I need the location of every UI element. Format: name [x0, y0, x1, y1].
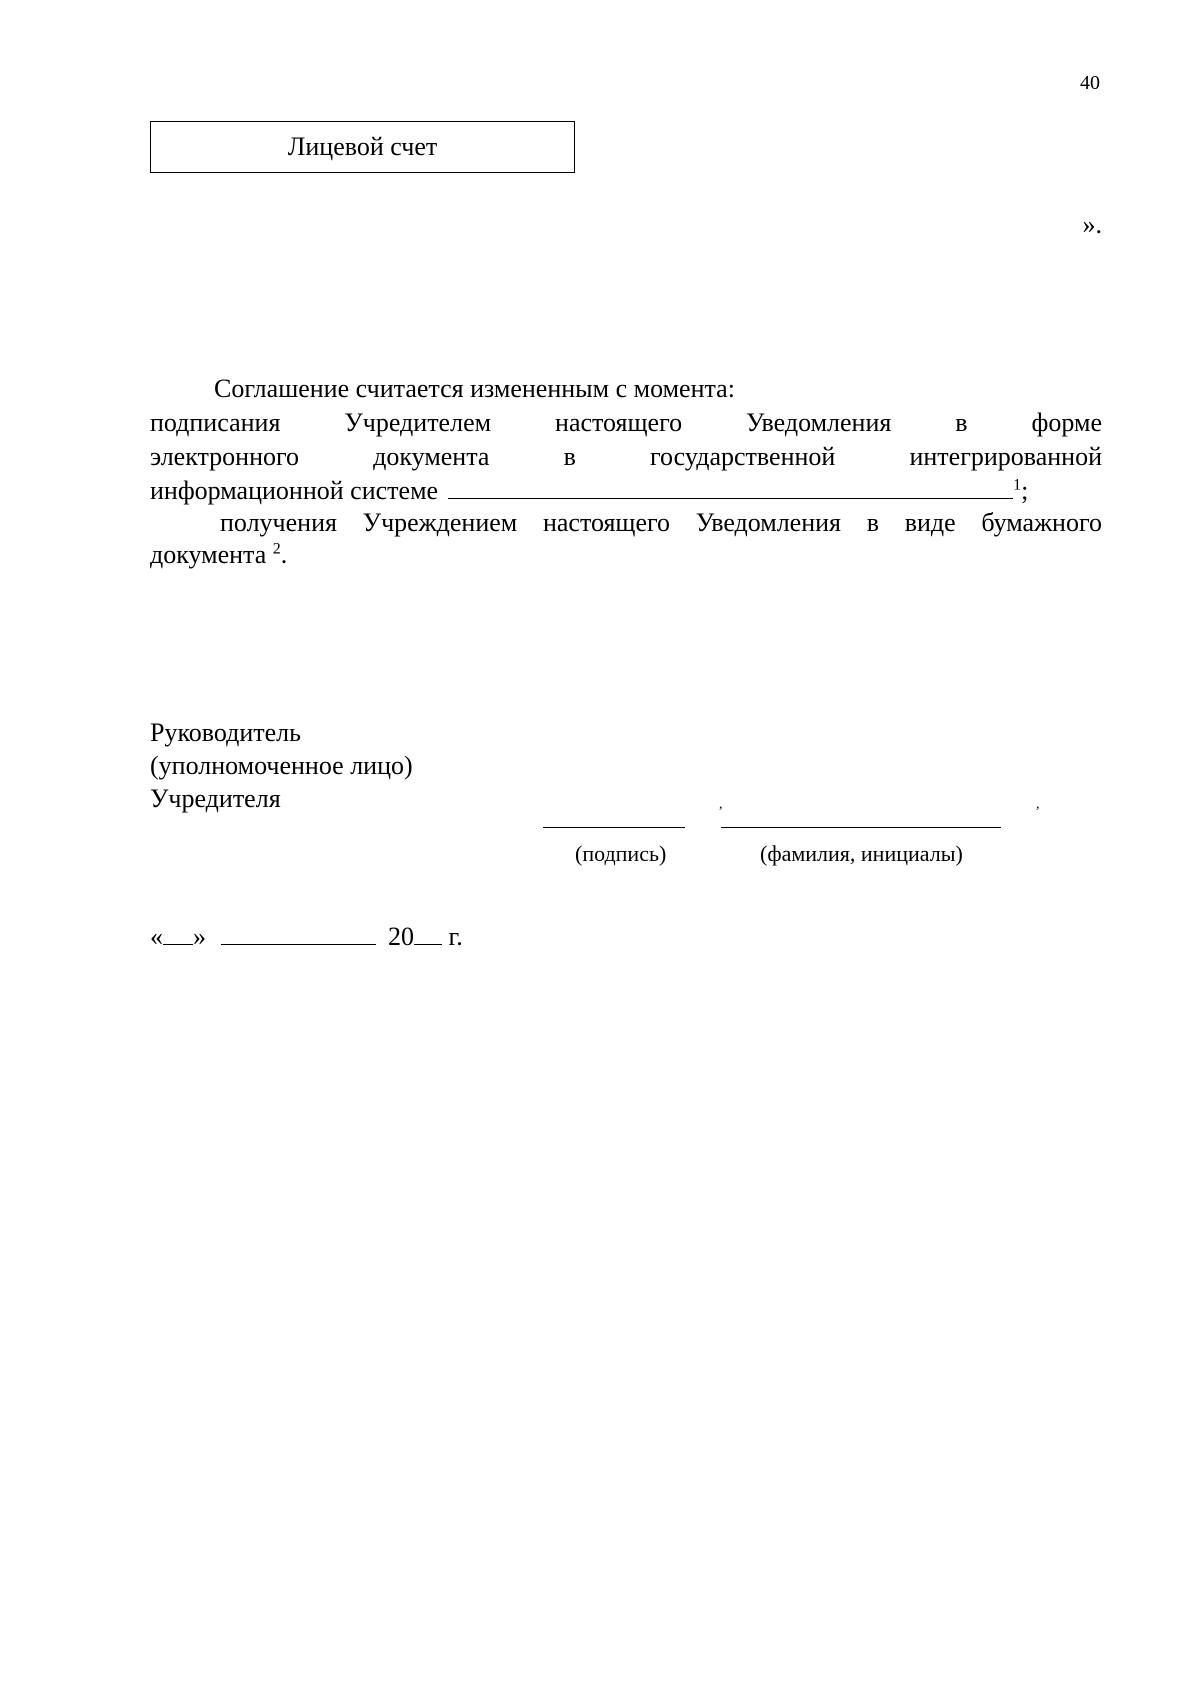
- account-box: [150, 121, 575, 173]
- page-number: 40: [1080, 72, 1100, 94]
- name-caption: (фамилия, инициалы): [760, 841, 963, 866]
- body-line-2: подписания Учредителем настоящего Уведомления в форме: [150, 408, 1102, 437]
- year-blank: [414, 922, 442, 945]
- body-line-3: электронного документа в государственной интегрированной: [150, 442, 1102, 471]
- separator-1: ,: [719, 797, 723, 812]
- signer-role-line-1: Руководитель: [150, 718, 301, 747]
- name-line: [721, 826, 1001, 828]
- month-blank: [221, 922, 376, 945]
- body-line-5: получения Учреждением настоящего Уведомления в виде бумажного: [220, 508, 1102, 537]
- separator-2: ,: [1036, 797, 1040, 812]
- day-blank: [163, 922, 193, 945]
- year-suffix: г.: [448, 922, 463, 951]
- footnote-2: 2: [272, 540, 281, 558]
- system-name-blank: [448, 474, 1013, 499]
- body-line-4: [150, 474, 1102, 507]
- date-open-quote: «: [150, 922, 163, 951]
- signer-role-line-3: Учредителя: [150, 784, 281, 813]
- body-line-4-end: ;: [1021, 476, 1029, 505]
- body-line-4-text: информационной системе: [150, 476, 439, 505]
- signer-role-line-2: (уполномоченное лицо): [150, 751, 413, 780]
- year-prefix: 20: [388, 922, 414, 951]
- body-line-6: [150, 538, 287, 571]
- signature-caption: (подпись): [575, 841, 667, 866]
- body-line-6-text: документа: [150, 540, 267, 569]
- date-line: [150, 922, 463, 952]
- closing-quote: ».: [1082, 210, 1102, 239]
- body-line-6-end: .: [280, 540, 288, 569]
- account-box-label: Лицевой счет: [287, 132, 438, 161]
- signature-line: [543, 826, 685, 828]
- body-line-1: Соглашение считается измененным с момента:: [214, 374, 735, 403]
- date-close-quote: »: [193, 922, 206, 951]
- footnote-1: 1: [1013, 476, 1022, 494]
